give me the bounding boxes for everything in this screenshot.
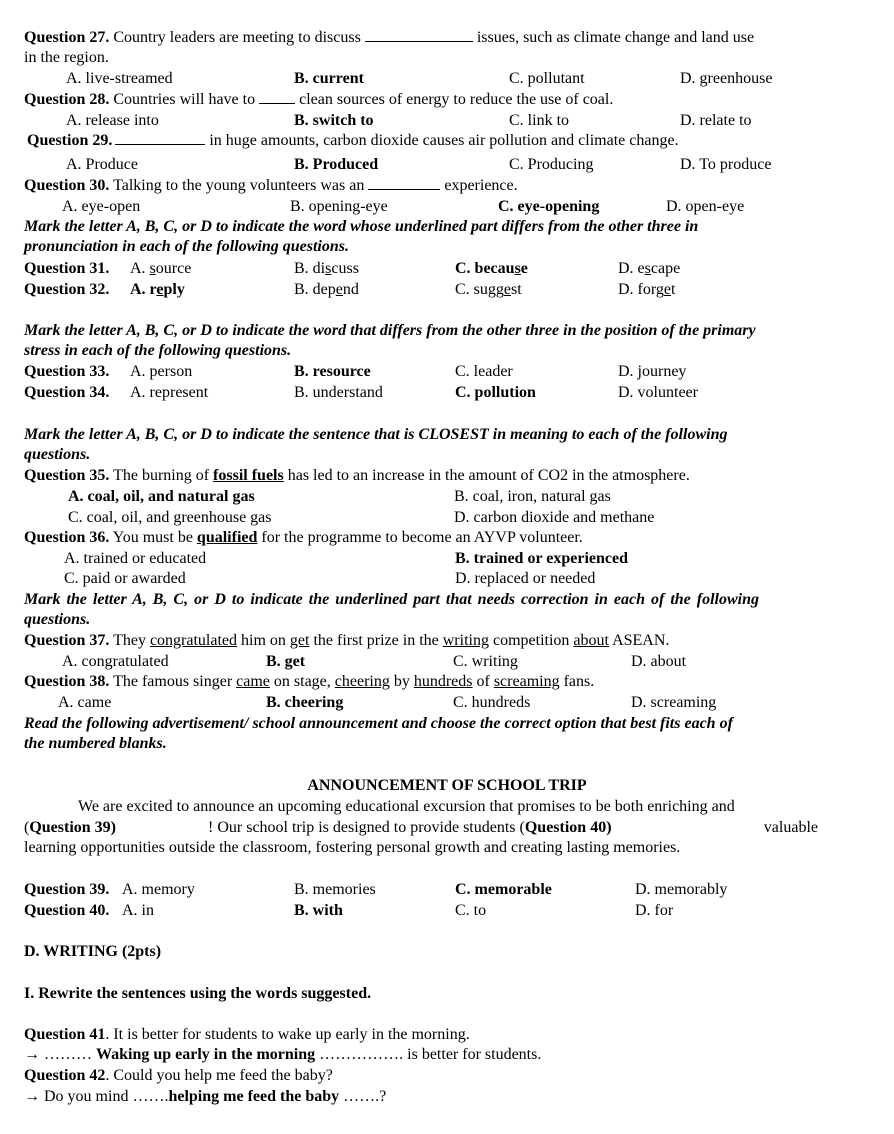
option-c: C. suggest <box>455 281 522 298</box>
instruction-reading-cont: the numbered blanks. <box>24 735 167 752</box>
announcement-line-1: We are excited to announce an upcoming educational excursion that promises to be both enriching and <box>78 798 735 815</box>
instruction-reading: Read the following advertisement/ school announcement and choose the correct option that best fits each of <box>24 715 733 732</box>
instruction-stress: Mark the letter A, B, C, or D to indicate the word that differs from the other three in the position of the primary <box>24 322 756 339</box>
option-c: C. pollutant <box>509 70 585 87</box>
question-37: Question 37. They congratulated him on get the first prize in the writing competition about ASEAN. <box>24 632 670 649</box>
option-b: B. coal, iron, natural gas <box>454 488 611 505</box>
option-a: A. congratulated <box>62 653 169 670</box>
answer-blank <box>365 29 473 42</box>
option-a: A. source <box>130 260 192 277</box>
option-b: B. current <box>294 70 364 87</box>
option-a: A. trained or educated <box>64 550 207 567</box>
question-35: Question 35. The burning of fossil fuels has led to an increase in the amount of CO2 in the atmosphere. <box>24 467 690 484</box>
question-text: Country leaders are meeting to discuss <box>113 29 361 46</box>
question-text: experience. <box>444 177 518 194</box>
option-a: A. person <box>130 363 193 380</box>
option-a: A. in <box>122 902 154 919</box>
blank-marker-40: Question 40) <box>524 819 612 836</box>
option-d: D. escape <box>618 260 681 277</box>
subsection-heading-rewrite: I. Rewrite the sentences using the words suggested. <box>24 985 372 1002</box>
option-b: B. opening-eye <box>290 198 388 215</box>
option-c: C. paid or awarded <box>64 570 186 587</box>
blank-marker-39: Question 39) <box>29 819 116 836</box>
option-c: C. eye-opening <box>498 198 600 215</box>
answer-text: Waking up early in the morning <box>96 1046 316 1063</box>
option-d: D. relate to <box>680 112 752 129</box>
option-b: B. discuss <box>294 260 359 277</box>
option-c: C. link to <box>509 112 570 129</box>
question-40-number: Question 40. <box>24 902 110 919</box>
question-42-answer: → Do you mind …….helping me feed the baby …….? <box>24 1088 387 1105</box>
question-number: Question 27. <box>24 29 110 46</box>
option-a: A. eye-open <box>62 198 141 215</box>
question-30 <box>24 176 518 196</box>
question-32-number: Question 32. <box>24 281 110 298</box>
option-b: B. with <box>294 902 343 919</box>
announcement-title: ANNOUNCEMENT OF SCHOOL TRIP <box>307 777 587 794</box>
option-d: D. greenhouse <box>680 70 773 87</box>
instruction-correction: Mark the letter A, B, C, or D to indicate the underlined part that needs correction in each of the following <box>24 591 759 608</box>
option-c: C. memorable <box>455 881 552 898</box>
question-36: Question 36. You must be qualified for the programme to become an AYVP volunteer. <box>24 529 583 546</box>
question-text: issues, such as climate change and land use <box>476 29 755 46</box>
option-b: B. trained or experienced <box>455 550 629 567</box>
option-d: D. open-eye <box>666 198 745 215</box>
question-text: Talking to the young volunteers was an <box>113 177 365 194</box>
option-d: D. journey <box>618 363 687 380</box>
option-d: D. To produce <box>680 156 772 173</box>
option-d: D. for <box>635 902 674 919</box>
question-31-number: Question 31. <box>24 260 110 277</box>
option-c: C. leader <box>455 363 513 380</box>
option-a: A. came <box>58 694 112 711</box>
option-c: C. pollution <box>455 384 536 401</box>
instruction-stress-cont: stress in each of the following questions. <box>24 342 292 359</box>
announcement-line-3: learning opportunities outside the classroom, fostering personal growth and creating lasting memories. <box>24 839 681 856</box>
option-d: D. carbon dioxide and methane <box>454 509 655 526</box>
option-d: D. about <box>631 653 687 670</box>
question-28 <box>24 90 613 110</box>
instruction-closest-meaning: Mark the letter A, B, C, or D to indicate the sentence that is CLOSEST in meaning to each of the following <box>24 426 728 443</box>
question-41: Question 41. It is better for students to wake up early in the morning. <box>24 1026 470 1043</box>
instruction-pronunciation-cont: pronunciation in each of the following questions. <box>24 238 349 255</box>
option-a: A. live-streamed <box>66 70 173 87</box>
question-text: clean sources of energy to reduce the use of coal. <box>299 91 614 108</box>
option-a: A. coal, oil, and natural gas <box>68 488 255 505</box>
question-27 <box>24 28 754 48</box>
section-heading-writing: D. WRITING (2pts) <box>24 943 162 960</box>
option-d: D. memorably <box>635 881 728 898</box>
question-text: in huge amounts, carbon dioxide causes air pollution and climate change. <box>209 132 679 149</box>
option-b: B. memories <box>294 881 376 898</box>
option-b: B. resource <box>294 363 371 380</box>
question-number: Question 30. <box>24 177 110 194</box>
option-c: C. hundreds <box>453 694 531 711</box>
option-b: B. Produced <box>294 156 379 173</box>
option-a: A. represent <box>130 384 209 401</box>
option-a: A. Produce <box>66 156 138 173</box>
option-a: A. reply <box>130 281 185 298</box>
question-text: Countries will have to <box>113 91 256 108</box>
option-b: B. depend <box>294 281 359 298</box>
question-34-number: Question 34. <box>24 384 110 401</box>
announcement-line-2: (Question 39) ! Our school trip is designed to provide students (Question 40) valuable <box>24 819 818 836</box>
question-number: Question 29. <box>27 132 113 149</box>
option-c: C. because <box>455 260 528 277</box>
option-c: C. Producing <box>509 156 594 173</box>
instruction-closest-meaning-cont: questions. <box>24 446 91 463</box>
option-b: B. switch to <box>294 112 374 129</box>
option-b: B. cheering <box>266 694 344 711</box>
option-b: B. get <box>266 653 306 670</box>
option-d: D. screaming <box>631 694 717 711</box>
option-d: D. replaced or needed <box>455 570 596 587</box>
answer-blank <box>115 132 205 145</box>
question-39-number: Question 39. <box>24 881 110 898</box>
answer-blank <box>259 91 295 104</box>
option-d: D. forget <box>618 281 676 298</box>
question-number: Question 28. <box>24 91 110 108</box>
question-42: Question 42. Could you help me feed the baby? <box>24 1067 333 1084</box>
option-a: A. memory <box>122 881 195 898</box>
instruction-pronunciation: Mark the letter A, B, C, or D to indicate the word whose underlined part differs from the other three in <box>24 218 699 235</box>
question-29 <box>27 131 679 151</box>
option-b: B. understand <box>294 384 383 401</box>
option-c: C. writing <box>453 653 518 670</box>
option-c: C. coal, oil, and greenhouse gas <box>68 509 272 526</box>
question-33-number: Question 33. <box>24 363 110 380</box>
answer-text: helping me feed the baby <box>168 1088 340 1105</box>
option-d: D. volunteer <box>618 384 698 401</box>
question-38: Question 38. The famous singer came on stage, cheering by hundreds of screaming fans. <box>24 673 595 690</box>
question-text-continued: in the region. <box>24 49 109 66</box>
instruction-correction-cont: questions. <box>24 611 91 628</box>
answer-blank <box>368 177 440 190</box>
option-a: A. release into <box>66 112 159 129</box>
option-c: C. to <box>455 902 487 919</box>
question-41-answer: → ……… Waking up early in the morning ……………. is better for students. <box>24 1046 542 1063</box>
